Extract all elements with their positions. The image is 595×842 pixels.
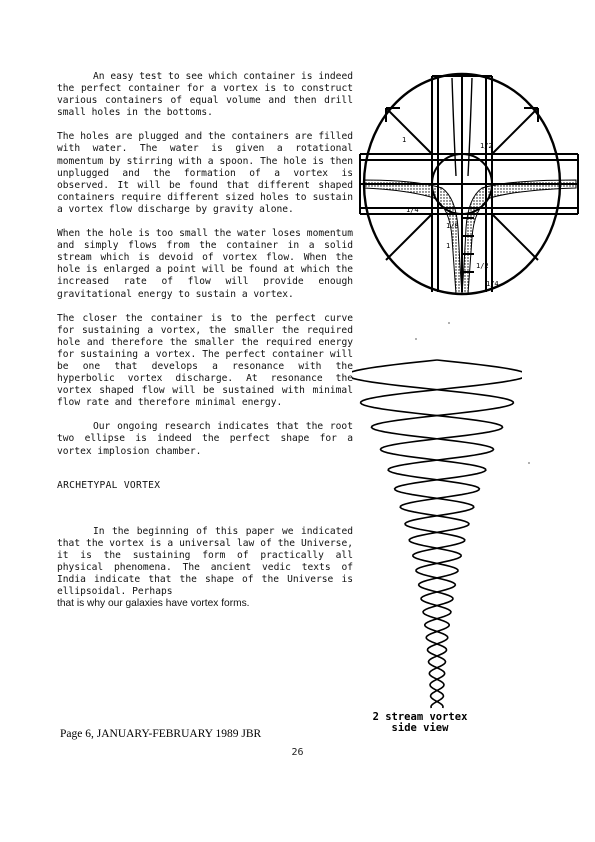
vortex-strand bbox=[352, 360, 513, 708]
scan-speck bbox=[528, 462, 530, 464]
figure-label-7: 1/4 bbox=[486, 280, 499, 288]
paragraph-5: Our ongoing research indicates that the root two ellipse is indeed the perfect shape for a vortex implosion chamber. bbox=[57, 421, 353, 457]
page-number: 26 bbox=[291, 747, 304, 758]
scan-speck bbox=[448, 322, 450, 324]
paragraph-6-tail: that is why our galaxies have vortex forms. bbox=[57, 598, 250, 610]
vortex-funnel bbox=[364, 180, 576, 294]
paragraph-1: An easy test to see which container is indeed the perfect container for a vortex is to construct various containers of equal volume and then drill small holes in the bottoms. bbox=[57, 71, 353, 119]
paragraph-3: When the hole is too small the water loses momentum and simply flows from the container in a solid stream which is devoid of vortex flow. When the hole is enlarged a point will be found at which the increased rate of flow will provide enough gravitational energy to sustain a vortex. bbox=[57, 228, 353, 300]
section-heading: ARCHETYPAL VORTEX bbox=[57, 479, 161, 491]
figure-caption bbox=[370, 712, 470, 734]
ellipse-vortex-figure bbox=[356, 68, 588, 300]
figure-label-6: 1/2 bbox=[476, 262, 489, 270]
figure-label-3: 1/4 bbox=[406, 206, 419, 214]
two-stream-vortex-figure bbox=[352, 356, 522, 712]
page-footer: Page 6, JANUARY-FEBRUARY 1989 JBR bbox=[60, 728, 262, 740]
figure-caption-line-1: 2 stream vortex bbox=[372, 711, 468, 723]
paragraph-2: The holes are plugged and the containers are filled with water. The water is given a rotational momentum by stirring with a spoon. The hole is then unplugged and the formation of a vortex is observed. It will be found that different shaped containers require different sized holes to sustain a vortex flow discharge by gravity alone. bbox=[57, 131, 353, 215]
figure-label-1: 1 bbox=[402, 136, 407, 144]
figure-caption-line-2: side view bbox=[391, 722, 449, 734]
paragraph-6: In the beginning of this paper we indicated that the vortex is a universal law of the Universe, it is the sustaining form of practically all physical phenomena. The ancient vedic texts of India indicate that the shape of the Universe is ellipsoidal. Perhaps bbox=[57, 525, 353, 598]
paragraph-4: The closer the container is to the perfect curve for sustaining a vortex, the smaller the required hole and therefore the smaller the required energy for sustaining a vortex. The perfect container will be one that develops a resonance with the hyperbolic vortex discharge. At resonance the vortex shaped flow will be sustained with minimal flow rate and therefore minimal energy. bbox=[57, 312, 353, 409]
figure-label-4: 1/8 bbox=[446, 222, 459, 230]
vortex-strand bbox=[361, 360, 522, 708]
figure-label-2: 1/2 bbox=[480, 142, 493, 150]
figure-label-5: 1 bbox=[446, 242, 451, 250]
text-column bbox=[57, 71, 353, 610]
scan-speck bbox=[415, 338, 417, 340]
